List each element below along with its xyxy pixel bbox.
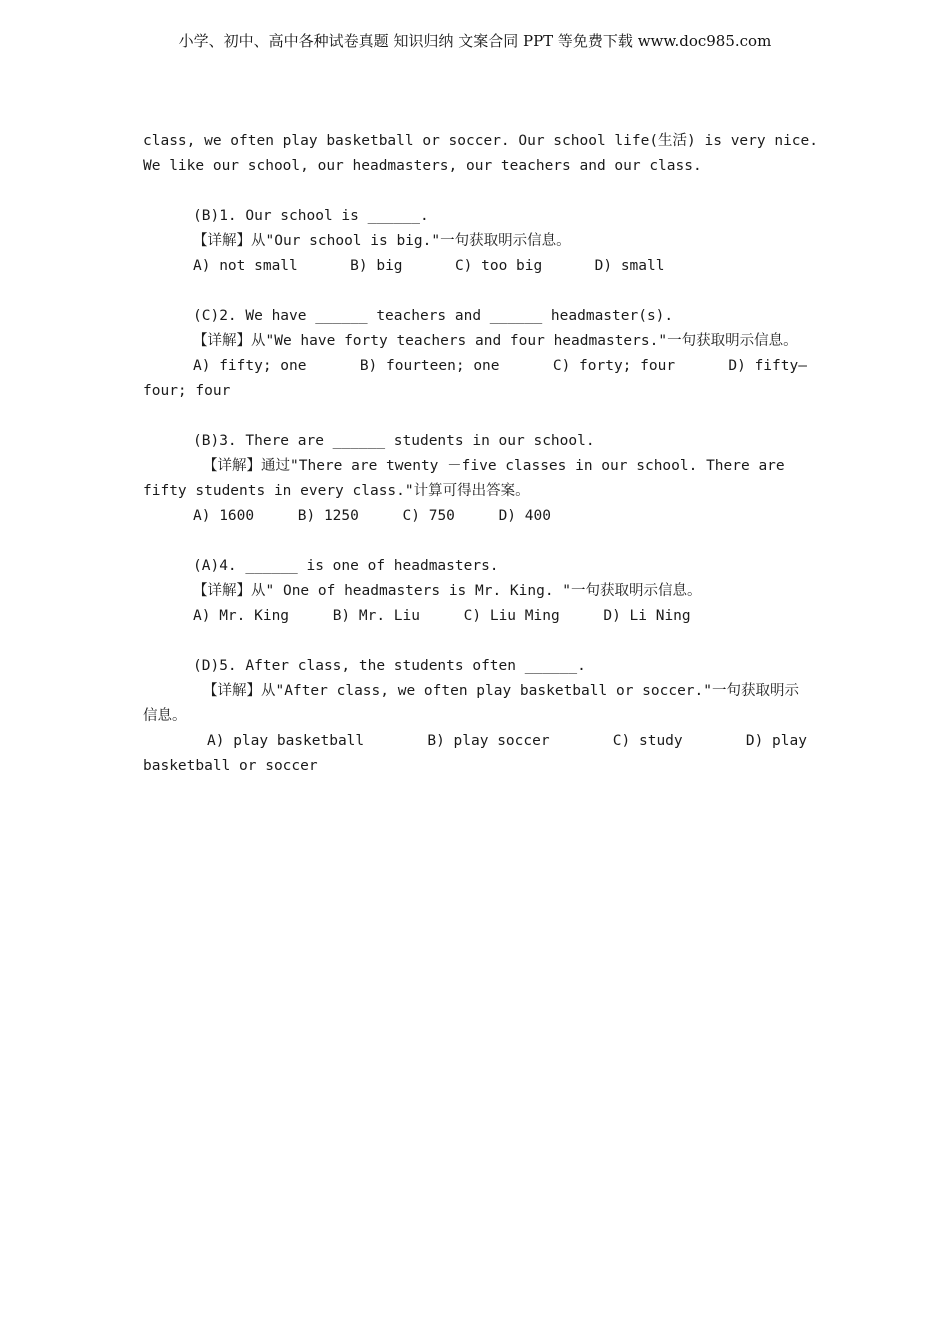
question-explanation: 【详解】通过"There are twenty －five classes in our school. There are (203, 458, 785, 474)
passage-line: We like our school, our headmasters, our teachers and our class. (143, 158, 702, 174)
option: C) study (612, 733, 683, 749)
option: D) Li Ning (603, 608, 691, 624)
option: D) fifty— (728, 358, 807, 374)
option: C) Liu Ming (463, 608, 560, 624)
question-explanation: 【详解】从"Our school is big."一句获取明示信息。 (193, 233, 571, 249)
question-options-continued: four; four (143, 383, 231, 399)
option: C) forty; four (552, 358, 676, 374)
question-explanation-continued: fifty students in every class."计算可得出答案。 (143, 483, 530, 499)
option: A) not small (193, 258, 298, 274)
option: B) 1250 (297, 508, 359, 524)
option: A) fifty; one (193, 358, 307, 374)
option: C) too big (454, 258, 543, 274)
question-stem: (B)3. There are ______ students in our school. (193, 433, 595, 449)
question-stem: (B)1. Our school is ______. (193, 208, 429, 224)
option: B) big (350, 258, 403, 274)
option: A) Mr. King (193, 608, 290, 624)
question-options (143, 604, 807, 629)
question-stem: (A)4. ______ is one of headmasters. (193, 558, 499, 574)
passage-line: class, we often play basketball or soccer. Our school life(生活) is very nice. (143, 133, 819, 149)
option: B) play soccer (427, 733, 550, 749)
question-options (143, 354, 807, 379)
question-explanation-continued: 信息。 (143, 708, 187, 724)
question-options (143, 254, 807, 279)
page-header: 小学、初中、高中各种试卷真题 知识归纳 文案合同 PPT 等免费下载 www.doc985.com (178, 32, 772, 50)
option: C) 750 (402, 508, 455, 524)
option: A) 1600 (193, 508, 255, 524)
question-options (143, 729, 807, 754)
question-stem: (D)5. After class, the students often ______. (193, 658, 586, 674)
question-options-continued: basketball or soccer (143, 758, 318, 774)
question-stem: (C)2. We have ______ teachers and ______ headmaster(s). (193, 308, 674, 324)
question-explanation: 【详解】从"We have forty teachers and four headmasters."一句获取明示信息。 (193, 333, 798, 349)
question-explanation: 【详解】从" One of headmasters is Mr. King. "一句获取明示信息。 (193, 583, 702, 599)
option: D) play (745, 733, 807, 749)
option: D) small (594, 258, 665, 274)
question-options (143, 504, 807, 529)
option: A) play basketball (207, 733, 365, 749)
document-body (143, 129, 819, 779)
option: D) 400 (498, 508, 551, 524)
option: B) fourteen; one (359, 358, 500, 374)
option: B) Mr. Liu (332, 608, 420, 624)
question-explanation: 【详解】从"After class, we often play basketball or soccer."一句获取明示 (203, 683, 799, 699)
